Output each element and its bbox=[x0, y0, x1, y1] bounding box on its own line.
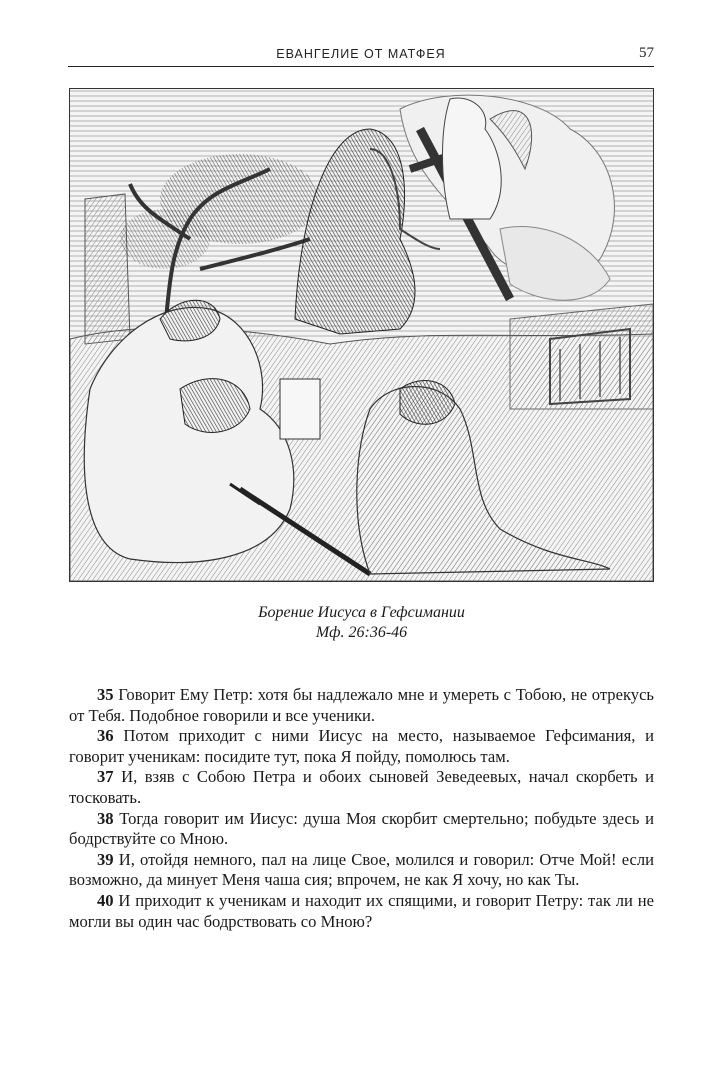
verse-40 bbox=[69, 891, 654, 932]
scripture-text bbox=[69, 685, 654, 932]
engraving-illustration bbox=[69, 88, 654, 582]
verse-number: 38 bbox=[97, 808, 114, 828]
verse-number: 40 bbox=[97, 890, 114, 910]
illustration-caption-title: Борение Иисуса в Гефсимании bbox=[258, 604, 465, 621]
verse-number: 39 bbox=[97, 849, 114, 869]
verse-number: 37 bbox=[97, 767, 114, 787]
verse-number: 36 bbox=[97, 726, 114, 746]
verse-38 bbox=[69, 809, 654, 850]
running-header bbox=[68, 44, 654, 67]
illustration-caption-reference: Мф. 26:36-46 bbox=[315, 624, 408, 641]
verse-text: И, отойдя немного, пал на лице Свое, молился и говорил: Отче Мой! если возможно, да минует Меня чаша сия; впрочем, не как Я хочу, но как Ты. bbox=[69, 849, 654, 890]
verse-text: Тогда говорит им Иисус: душа Моя скорбит смертельно; побудьте здесь и бодрствуйте со Мною. bbox=[69, 808, 654, 849]
verse-35 bbox=[69, 685, 654, 726]
verse-text: Потом приходит с ними Иисус на место, называемое Гефсимания, и говорит ученикам: посидите тут, пока Я пойду, помолюсь там. bbox=[69, 726, 654, 766]
verse-text: И приходит к ученикам и находит их спящими, и говорит Петру: так ли не могли вы один час бодрствовать со Мною? bbox=[69, 890, 654, 931]
verse-text: Говорит Ему Петр: хотя бы надлежало мне и умереть с Тобою, не отрекусь от Тебя. Подобное говорили и все ученики. bbox=[69, 685, 654, 725]
book-title: ЕВАНГЕЛИЕ ОТ МАТФЕЯ bbox=[276, 47, 446, 61]
verse-36 bbox=[69, 726, 654, 767]
engraving-gethsemane-icon bbox=[70, 89, 653, 581]
verse-37 bbox=[69, 767, 654, 808]
page-number: 57 bbox=[639, 45, 654, 61]
verse-39 bbox=[69, 850, 654, 891]
verse-number: 35 bbox=[97, 685, 114, 704]
verse-text: И, взяв с Собою Петра и обоих сыновей Зеведеевых, начал скорбеть и тосковать. bbox=[69, 767, 654, 807]
